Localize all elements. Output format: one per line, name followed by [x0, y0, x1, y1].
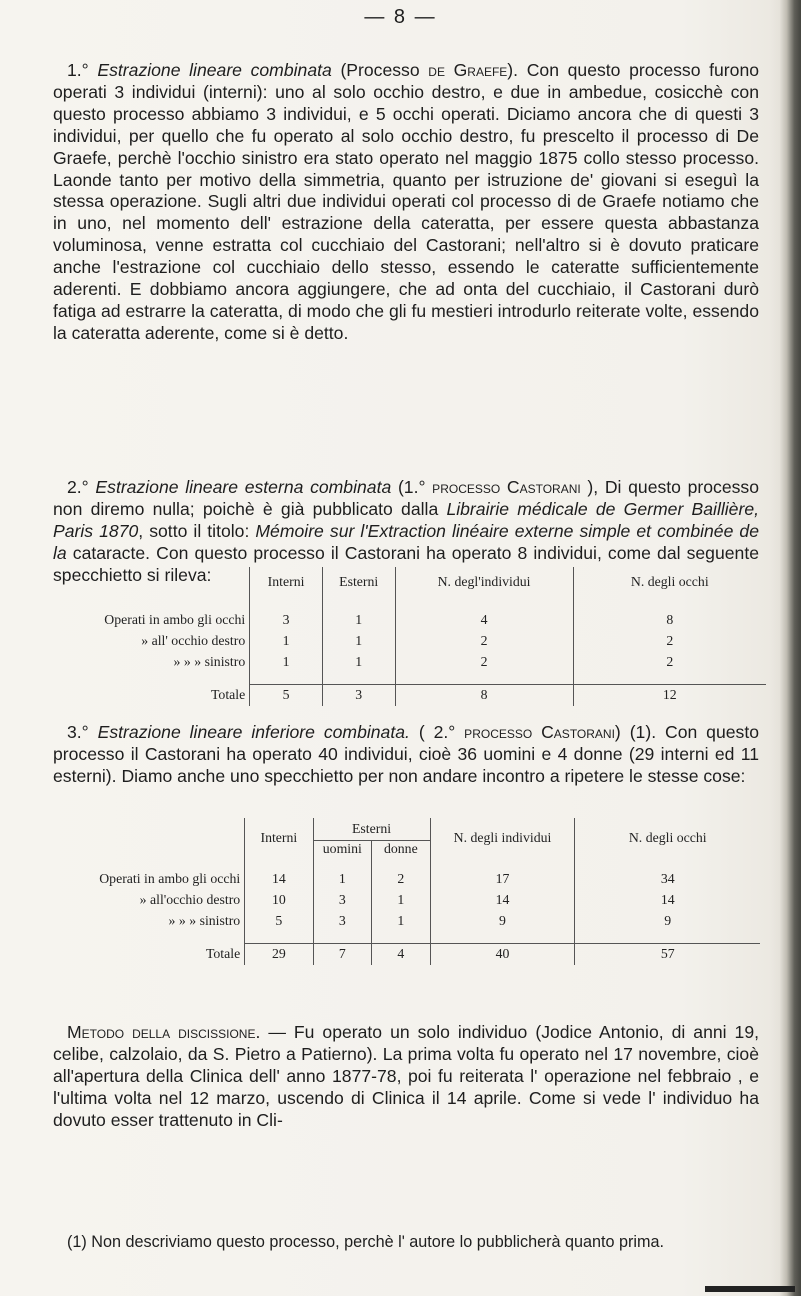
table-cell: Operati in ambo gli occhi: [99, 870, 241, 886]
section-2-title: Estrazione lineare esterna combinata: [95, 477, 392, 497]
table-cell: Totale: [205, 946, 241, 961]
table-header-cell: N. degl'individui: [395, 567, 573, 597]
table-cell: 4: [372, 943, 430, 965]
section-2-memoir-title: Mémoire sur l'Extraction linéaire externe simple et combinée de la: [53, 520, 759, 563]
table-cell: 14: [430, 889, 575, 910]
table-cell: » all'occhio destro: [139, 891, 241, 907]
scan-bottom-mark: [705, 1286, 795, 1292]
table-header-cell: N. degli occhi: [575, 818, 760, 858]
footnote-text: (1) Non descriviamo questo processo, perchè l' autore lo pubblicherà quanto prima.: [67, 1233, 664, 1251]
table-cell: 2: [573, 630, 766, 651]
section-4-body: — Fu operato un solo individuo (Jodice Antonio, di anni 19, celibe, calzolaio, da S. Pietro a Patierno). La prima volta fu operato nel 17 novembre, cioè all'apertura della Clinica dell' anno 1877-78, poi fu reiterata l' operazione nel febbraio , e l'ultima volta nel 12 marzo, uscendo di Clinica il 14 aprile. Come si vede l' individuo ha dovuto esser trattenuto in Cli-: [53, 1022, 759, 1130]
table-header-cell: [26, 567, 250, 597]
section-3-number: 3.°: [67, 722, 89, 742]
section-3-paren: ( 2.° processo Castorani): [418, 722, 621, 742]
table-subheader-donne: donne: [372, 840, 430, 858]
section-1-paren-open: (Processo: [340, 60, 429, 80]
table-cell: 12: [573, 684, 766, 706]
table-total-row: [26, 684, 766, 706]
table-cell: 29: [245, 943, 313, 965]
table-cell: 8: [395, 684, 573, 706]
table-cell: » » » sinistro: [168, 912, 241, 928]
section-1-title: Estrazione lineare combinata: [97, 60, 332, 80]
section-3-paragraph: [53, 722, 759, 788]
table-header-cell: Interni: [250, 567, 323, 597]
table-cell: 57: [575, 943, 760, 965]
section-1-number: 1.°: [67, 60, 89, 80]
section-2-number: 2.°: [67, 477, 89, 497]
table-cell: 4: [395, 609, 573, 630]
table-cell: 7: [313, 943, 372, 965]
table-cell: 14: [245, 868, 313, 889]
section-2-body-a: Di questo processo non diremo nulla; poichè è già pubblicato dalla: [53, 477, 760, 519]
section-1-body: Con questo processo furono operati 3 individui (interni): uno al solo occhio destro, e due in ambedue, cosicchè con questo processo abbiamo 3 individui, e 5 occhi operati. Diciamo ancora che di questi 3 individui, per quello che fu operato al solo occhio destro, fu prescelto il processo di De Graefe, perchè l'occhio sinistro era stato operato nel maggio 1875 collo stesso processo. Laonde tanto per motivo della simmetria, quanto per istruzione de' giovani si eseguì la stessa operazione. Sugli altri due individui operati col processo di de Graefe notiamo che in uno, nel momento dell' estrazione della cateratta, per essere questa abbastanza voluminosa, venne estratta col cucchiaio del Castorani; nell'altro si è dovuto praticare anche l'estrazione col cucchiaio dello stesso, essendo le cateratte sufficientemente aderenti. E dobbiamo ancora aggiungere, che ad onta del cucchiaio, il Castorani durò fatiga ad estrarre la cateratta, di modo che gli fu mestieri introdurlo reiterate volte, essendo la cateratta aderente, come si è detto.: [53, 60, 760, 343]
table-cell: 34: [575, 868, 760, 889]
table-cell: 14: [575, 889, 760, 910]
table-cell: » all' occhio destro: [141, 632, 246, 648]
table-cell: 2: [395, 651, 573, 672]
table-cell: 3: [322, 684, 395, 706]
table-cell: 1: [372, 889, 430, 910]
table-cell: 1: [322, 609, 395, 630]
table-total-row: [20, 943, 760, 965]
section-1-paragraph: [53, 60, 759, 345]
table-cell: 3: [250, 609, 323, 630]
table-cell: 5: [250, 684, 323, 706]
section-4-paragraph: [53, 1022, 759, 1132]
table-cell: 2: [395, 630, 573, 651]
table-cell: 2: [372, 868, 430, 889]
section-2-paren: (1.° processo Castorani ),: [397, 477, 599, 497]
table-row: [26, 651, 766, 672]
table-cell: 1: [322, 630, 395, 651]
table-cell: 1: [250, 630, 323, 651]
table-row: [20, 868, 760, 889]
table-row: [20, 910, 760, 931]
section-1-author: de Graefe: [428, 60, 508, 80]
table-cell: 5: [245, 910, 313, 931]
table-header-cell: N. degli individui: [430, 818, 575, 858]
table-cell: 1: [250, 651, 323, 672]
table-header-cell: Esterni: [322, 567, 395, 597]
section-3-title: Estrazione lineare inferiore combinata.: [97, 722, 410, 742]
section-2-publisher: Librairie médicale de Germer Baillière, Paris 1870: [53, 498, 759, 541]
section-4-heading: Metodo della discissione.: [67, 1022, 261, 1042]
table-cell: 8: [573, 609, 766, 630]
page-number: — 8 —: [364, 6, 437, 28]
table-cell: 1: [322, 651, 395, 672]
table-cell: 9: [575, 910, 760, 931]
section-3-body: (1). Con questo processo il Castorani ha operato 40 individui, cioè 36 uomini e 4 donne (29 interni ed 11 esterni). Diamo anche uno specchietto per non andare incontro a ripetere le stesse cose:: [53, 722, 759, 786]
table-cell: 9: [430, 910, 575, 931]
table-header-cell: Esterni: [313, 818, 430, 840]
table-cell: » » » sinistro: [173, 653, 246, 669]
section-2-body-e: cataracte. Con questo processo il Castorani ha operato 8 individui, come dal seguente specchietto si rileva:: [53, 542, 759, 585]
book-binding-edge: [779, 0, 801, 1296]
table-processo-castorani-2: [20, 818, 760, 965]
section-2-body-c: , sotto il titolo:: [138, 520, 256, 541]
table-cell: 10: [245, 889, 313, 910]
table-row: [26, 609, 766, 630]
footnote: [53, 1232, 759, 1252]
table-row: [20, 889, 760, 910]
table-cell: 1: [313, 868, 372, 889]
table-header-row: [26, 567, 766, 597]
section-1-paren-close: ).: [507, 60, 519, 80]
table-processo-castorani-1: [26, 567, 766, 706]
table-cell: 17: [430, 868, 575, 889]
table-cell: 3: [313, 910, 372, 931]
table-row: [26, 630, 766, 651]
table-header-cell: [20, 818, 245, 858]
table-cell: Operati in ambo gli occhi: [104, 611, 246, 627]
table-header-cell: N. degli occhi: [573, 567, 766, 597]
table-header-cell: Interni: [245, 818, 313, 858]
table-cell: 2: [573, 651, 766, 672]
table-cell: 40: [430, 943, 575, 965]
table-cell: 3: [313, 889, 372, 910]
table-cell: Totale: [210, 687, 246, 702]
table-subheader-uomini: uomini: [313, 840, 372, 858]
table-cell: 1: [372, 910, 430, 931]
